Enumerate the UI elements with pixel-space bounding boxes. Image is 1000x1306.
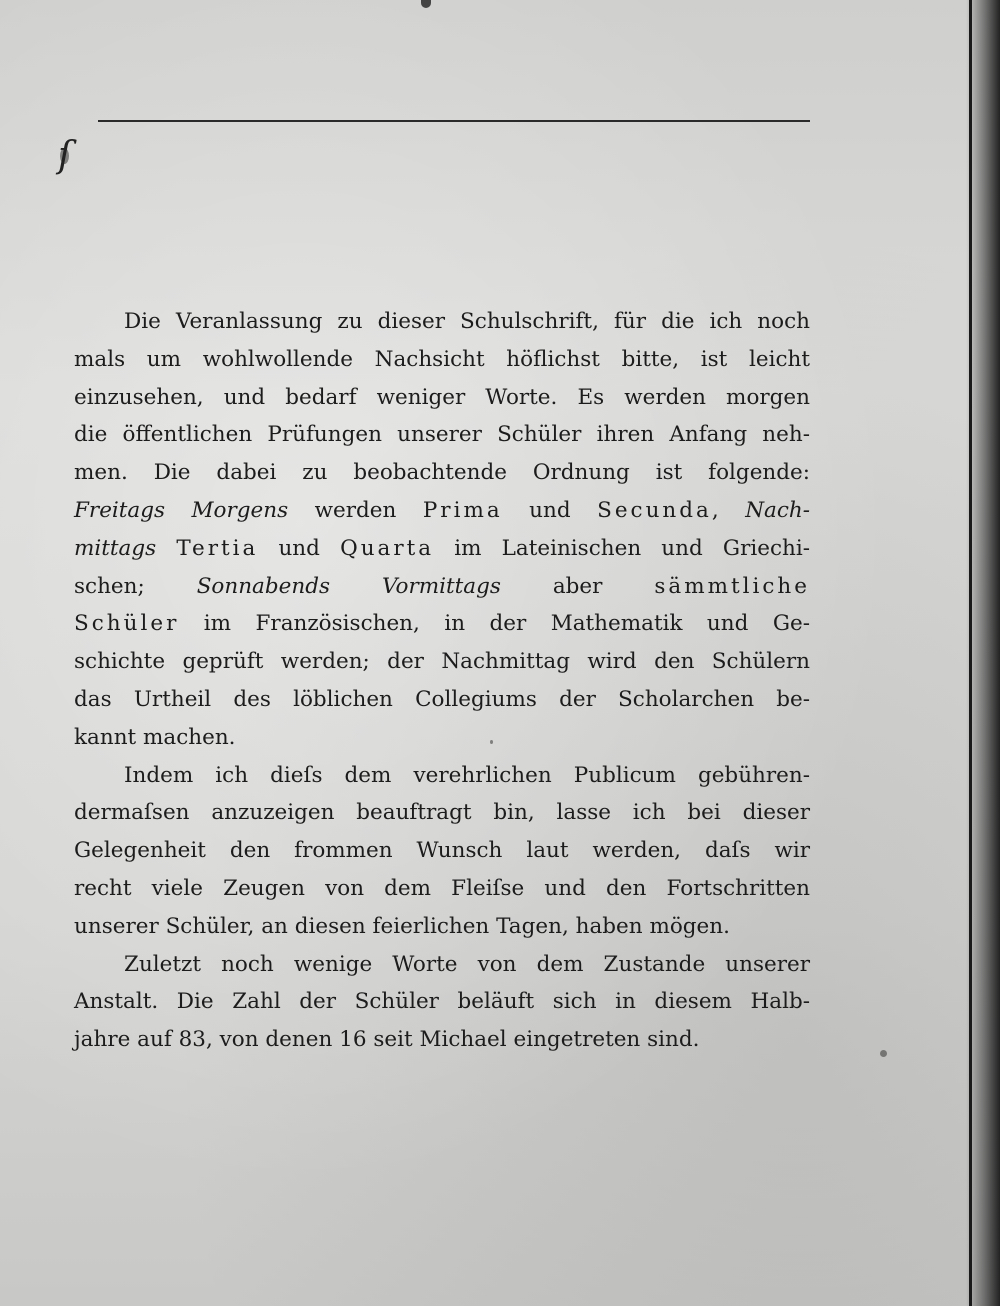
text-line xyxy=(74,719,810,757)
text-run: Die Veranlassung zu dieser Schulschrift, für die ich noch xyxy=(124,309,810,334)
spaced-text: Quarta xyxy=(340,535,435,561)
margin-mark: ſ xyxy=(58,135,72,176)
text-line xyxy=(74,568,810,606)
text-line xyxy=(74,946,810,984)
italic-text: Sonnabends Vormittags xyxy=(196,573,501,599)
text-line xyxy=(74,908,810,946)
text-run: Indem ich dieſs dem verehrlichen Publicum gebühren- xyxy=(124,762,810,788)
text-run: unserer Schüler, an diesen feierlichen Tagen, haben mögen. xyxy=(74,913,730,939)
text-run: jahre auf 83, von denen 16 seit Michael eingetreten sind. xyxy=(74,1027,700,1053)
spaced-text: Tertia xyxy=(176,535,259,561)
text-line xyxy=(74,341,810,379)
italic-text: Freitags Morgens xyxy=(74,497,289,523)
text-line xyxy=(74,379,810,417)
text-run: das Urtheil des löblichen Collegiums der Scholarchen be- xyxy=(74,686,810,712)
text-line xyxy=(74,1021,810,1059)
text-run: Anstalt. Die Zahl der Schüler beläuft sich in diesem Halb- xyxy=(74,989,810,1015)
text-line xyxy=(74,605,810,643)
text-line xyxy=(74,530,810,568)
body-text xyxy=(74,303,810,1059)
text-line xyxy=(74,681,810,719)
text-line xyxy=(74,643,810,681)
text-line xyxy=(74,303,810,341)
text-run: men. Die dabei zu beobachtende Ordnung ist folgende: xyxy=(74,460,810,486)
paragraph xyxy=(74,303,810,757)
text-run: und xyxy=(258,535,341,561)
italic-text: Nach- xyxy=(745,497,810,523)
text-run: schen; xyxy=(74,573,197,599)
text-line xyxy=(74,794,810,832)
spaced-text: Schüler xyxy=(74,611,180,637)
ink-spot xyxy=(880,1050,887,1057)
text-line xyxy=(74,870,810,908)
italic-text: mittags xyxy=(74,535,157,561)
header-rule xyxy=(98,120,810,122)
text-run: Zuletzt noch wenige Worte von dem Zustande unserer xyxy=(124,951,810,977)
text-run: aber xyxy=(500,573,655,599)
text-run: werden xyxy=(288,497,423,523)
text-run: im Französischen, in der Mathematik und Ge- xyxy=(179,611,810,637)
text-run: recht viele Zeugen von dem Fleiſse und den Fortschritten xyxy=(74,875,810,901)
text-line xyxy=(74,416,810,454)
text-run: und xyxy=(502,497,598,523)
text-run: dermaſsen anzuzeigen beauftragt bin, lasse ich bei dieser xyxy=(74,800,810,826)
text-run: schichte geprüft werden; der Nachmittag wird den Schülern xyxy=(74,649,810,675)
text-run: , xyxy=(711,497,746,523)
binding-edge xyxy=(969,0,972,1306)
paragraph xyxy=(74,946,810,1059)
text-run: die öffentlichen Prüfungen unserer Schüler ihren Anfang neh- xyxy=(74,422,810,448)
spaced-text: Prima xyxy=(422,497,503,523)
text-run: mals um wohlwollende Nachsicht höflichst bitte, ist leicht xyxy=(74,346,810,372)
text-run: Gelegenheit den frommen Wunsch laut werden, daſs wir xyxy=(74,838,810,864)
spaced-text: Secunda xyxy=(597,497,712,523)
text-run xyxy=(156,536,176,561)
text-run: kannt machen. xyxy=(74,724,236,750)
text-line xyxy=(74,832,810,870)
text-line xyxy=(74,454,810,492)
text-run: im Lateinischen und Griechi- xyxy=(434,535,810,561)
paragraph xyxy=(74,757,810,946)
text-line xyxy=(74,492,810,530)
page-top-mark xyxy=(421,0,431,8)
text-line xyxy=(74,757,810,795)
text-line xyxy=(74,983,810,1021)
spaced-text: sämmtliche xyxy=(654,573,810,599)
text-run: einzusehen, und bedarf weniger Worte. Es werden morgen xyxy=(74,384,810,410)
